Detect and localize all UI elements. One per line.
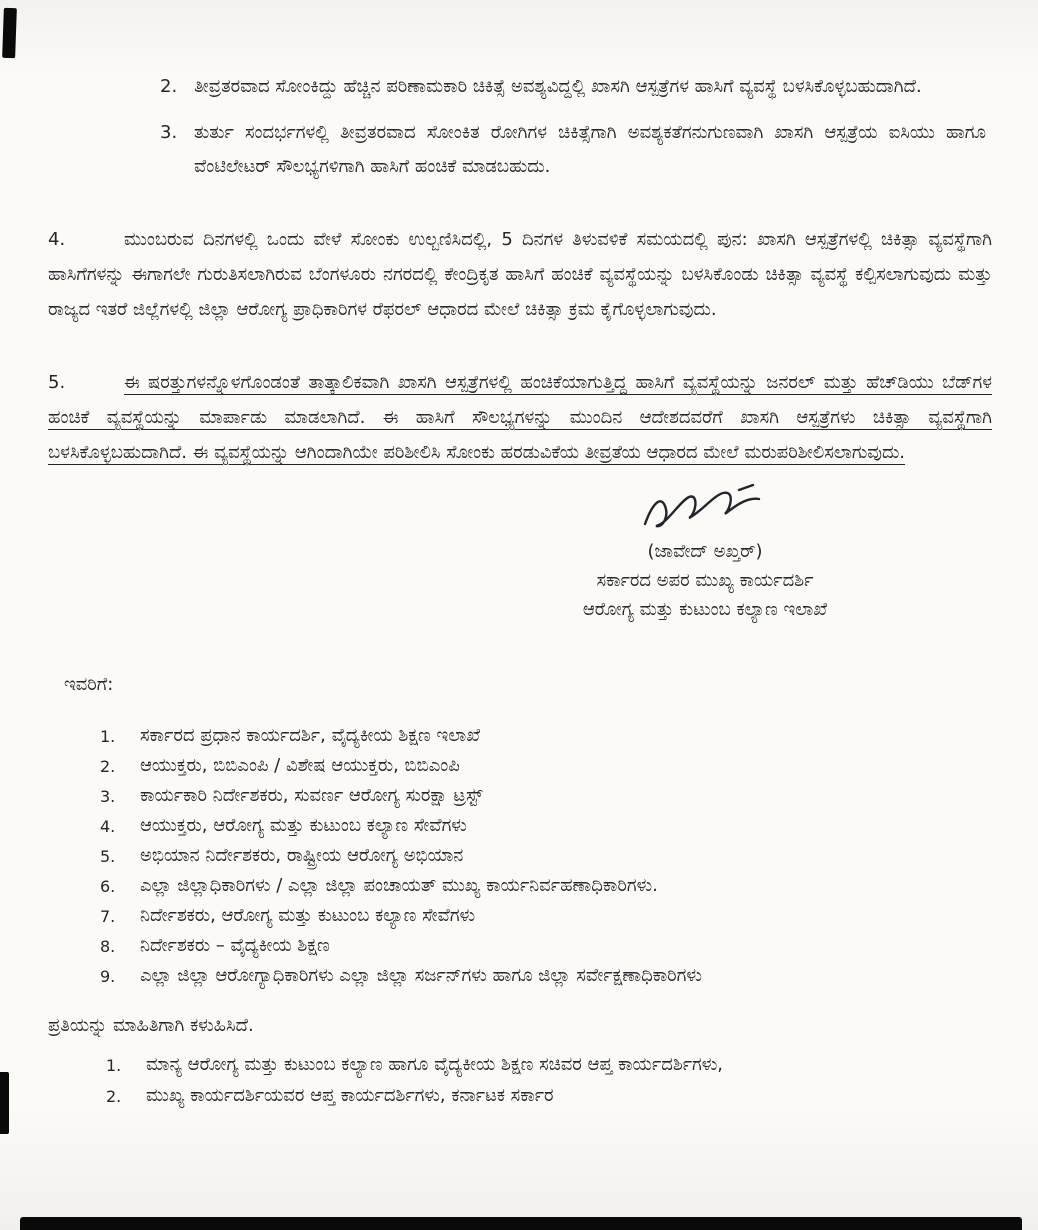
copy-item — [106, 1050, 992, 1081]
signatory-title-2: ಆರೋಗ್ಯ ಮತ್ತು ಕುಟುಂಬ ಕಲ್ಯಾಣ ಇಲಾಖೆ — [582, 599, 828, 620]
list-number: 3. — [160, 122, 178, 143]
copy-item — [106, 1081, 992, 1112]
distribution-text: ಕಾರ್ಯಕಾರಿ ನಿರ್ದೇಶಕರು, ಸುವರ್ಣ ಆರೋಗ್ಯ ಸುರಕ್ಷಾ ಟ್ರಸ್ಟ್ — [140, 785, 483, 806]
distribution-text: ಆಯುಕ್ತರು, ಬಿಬಿಎಂಪಿ / ವಿಶೇಷ ಆಯುಕ್ತರು, ಬಿಬಿಎಂಪಿ — [140, 755, 460, 776]
paragraph-5 — [48, 365, 992, 470]
distribution-text: ಸರ್ಕಾರದ ಪ್ರಧಾನ ಕಾರ್ಯದರ್ಶಿ, ವೈದ್ಯಕೀಯ ಶಿಕ್ಷಣ ಇಲಾಖೆ — [140, 725, 481, 746]
distribution-item — [100, 751, 992, 781]
distribution-item — [100, 721, 992, 751]
list-number: 3. — [100, 787, 116, 806]
signatory-name: (ಜಾವೇದ್ ಅಖ್ತರ್) — [647, 541, 763, 562]
distribution-item — [100, 901, 992, 931]
distribution-text: ನಿರ್ದೇಶಕರು – ವೈದ್ಯಕೀಯ ಶಿಕ್ಷಣ — [140, 935, 330, 956]
distribution-item — [100, 811, 992, 841]
list-number: 2. — [160, 76, 178, 97]
list-number: 8. — [100, 937, 116, 956]
paragraph-text: ಮುಂಬರುವ ದಿನಗಳಲ್ಲಿ ಒಂದು ವೇಳೆ ಸೋಂಕು ಉಲ್ಬಣಿಸಿದಲ್ಲಿ, 5 ದಿನಗಳ ತಿಳುವಳಿಕೆ ಸಮಯದಲ್ಲಿ ಪುನ: ಖಾಸಗಿ ಆಸ್ಪತ್ರೆಗಳಲ್ಲಿ ಚಿಕಿತ್ಸಾ ವ್ಯವಸ್ಥೆಗಾಗಿ ಹಾಸಿಗೆಗಳನ್ನು ಈಗಾಗಲೇ ಗುರುತಿಸಲಾಗಿರುವ ಬೆಂಗಳೂರು ನಗರದಲ್ಲಿ ಕೇಂದ್ರಿಕೃತ ಹಾಸಿಗೆ ಹಂಚಿಕೆ ವ್ಯವಸ್ಥೆಯನ್ನು ಬಳಸಿಕೊಂಡು ಚಿಕಿತ್ಸಾ ವ್ಯವಸ್ಥೆ ಕಲ್ಪಿಸಲಾಗುವುದು ಮತ್ತು ರಾಜ್ಯದ ಇತರೆ ಜಿಲ್ಲೆಗಳಲ್ಲಿ ಜಿಲ್ಲಾ ಆರೋಗ್ಯ ಪ್ರಾಧಿಕಾರಿಗಳ ರೆಫರಲ್ ಆಧಾರದ ಮೇಲೆ ಚಿಕಿತ್ಸಾ ಕ್ರಮ ಕೈಗೊಳ್ಳಲಾಗುವುದು. — [48, 229, 992, 320]
sub-item-2 — [160, 70, 992, 104]
distribution-item — [100, 961, 992, 991]
list-number: 5. — [100, 847, 116, 866]
signature-block — [470, 484, 940, 624]
list-number: 9. — [100, 967, 116, 986]
paragraph-text: ಈ ಷರತ್ತುಗಳನ್ನೊಳಗೊಂಡಂತೆ ತಾತ್ಕಾಲಿಕವಾಗಿ ಖಾಸಗಿ ಆಸ್ಪತ್ರೆಗಳಲ್ಲಿ ಹಂಚಿಕೆಯಾಗುತ್ತಿದ್ದ ಹಾಸಿಗೆ ವ್ಯವಸ್ಥೆಯನ್ನು ಜನರಲ್ ಮತ್ತು ಹೆಚ್‌ಡಿಯು ಬೆಡ್‌ಗಳ ಹಂಚಿಕೆ ವ್ಯವಸ್ಥೆಯನ್ನು ಮಾರ್ಪಾಡು ಮಾಡಲಾಗಿದೆ. ಈ ಹಾಸಿಗೆ ಸೌಲಭ್ಯಗಳನ್ನು ಮುಂದಿನ ಆದೇಶದವರೆಗೆ ಖಾಸಗಿ ಆಸ್ಪತ್ರೆಗಳು ಚಿಕಿತ್ಸಾ ವ್ಯವಸ್ಥೆಗಾಗಿ ಬಳಸಿಕೊಳ್ಳಬಹುದಾಗಿದೆ. ಈ ವ್ಯವಸ್ಥೆಯನ್ನು ಆಗಿಂದಾಗಿಯೇ ಪರಿಶೀಲಿಸಿ ಸೋಂಕು ಹರಡುವಿಕೆಯ ತೀವ್ರತೆಯ ಆಧಾರದ ಮೇಲೆ ಮರುಪರಿಶೀಲಿಸಲಾಗುವುದು. — [48, 372, 992, 463]
distribution-text: ಆಯುಕ್ತರು, ಆರೋಗ್ಯ ಮತ್ತು ಕುಟುಂಬ ಕಲ್ಯಾಣ ಸೇವೆಗಳು — [140, 815, 467, 836]
scan-artifact-top-left — [2, 8, 17, 58]
distribution-text: ನಿರ್ದೇಶಕರು, ಆರೋಗ್ಯ ಮತ್ತು ಕುಟುಂಬ ಕಲ್ಯಾಣ ಸೇವೆಗಳು — [140, 905, 476, 926]
copy-item-text: ಮಾನ್ಯ ಆರೋಗ್ಯ ಮತ್ತು ಕುಟುಂಬ ಕಲ್ಯಾಣ ಹಾಗೂ ವೈದ್ಯಕೀಯ ಶಿಕ್ಷಣ ಸಚಿವರ ಆಪ್ತ ಕಾರ್ಯದರ್ಶಿಗಳು, — [146, 1054, 724, 1075]
sub-item-text: ತೀವ್ರತರವಾದ ಸೋಂಕಿದ್ದು ಹೆಚ್ಚಿನ ಪರಿಣಾಮಕಾರಿ ಚಿಕಿತ್ಸೆ ಅವಶ್ಯವಿದ್ದಲ್ಲಿ ಖಾಸಗಿ ಆಸ್ಪತ್ರೆಗಳ ಹಾಸಿಗೆ ವ್ಯವಸ್ಥೆ ಬಳಸಿಕೊಳ್ಳಬಹುದಾಗಿದೆ. — [194, 76, 922, 97]
distribution-text: ಎಲ್ಲಾ ಜಿಲ್ಲಾ ಆರೋಗ್ಯಾಧಿಕಾರಿಗಳು ಎಲ್ಲಾ ಜಿಲ್ಲಾ ಸರ್ಜನ್‌ಗಳು ಹಾಗೂ ಜಿಲ್ಲಾ ಸರ್ವೇಕ್ಷಣಾಧಿಕಾರಿಗಳು — [140, 965, 702, 986]
paragraph-number: 4. — [48, 229, 66, 250]
signatory-title-1: ಸರ್ಕಾರದ ಅಪರ ಮುಖ್ಯ ಕಾರ್ಯದರ್ಶಿ — [596, 570, 814, 591]
sub-item-text: ತುರ್ತು ಸಂದರ್ಭಗಳಲ್ಲಿ ತೀವ್ರತರವಾದ ಸೋಂಕಿತ ರೋಗಿಗಳ ಚಿಕಿತ್ಸೆಗಾಗಿ ಅವಶ್ಯಕತೆಗನುಗುಣವಾಗಿ ಖಾಸಗಿ ಆಸ್ಪತ್ರೆಯ ಐಸಿಯು ಹಾಗೂ ವೆಂಟಿಲೇಟರ್ ಸೌಲಭ್ಯಗಳಿಗಾಗಿ ಹಾಸಿಗೆ ಹಂಚಿಕೆ ಮಾಡಬಹುದು. — [194, 122, 986, 177]
copy-list — [106, 1050, 992, 1112]
distribution-text: ಅಭಿಯಾನ ನಿರ್ದೇಶಕರು, ರಾಷ್ಟ್ರೀಯ ಆರೋಗ್ಯ ಅಭಿಯಾನ — [140, 845, 464, 866]
paragraph-4 — [48, 222, 992, 327]
sub-item-3 — [160, 116, 992, 184]
list-number: 1. — [106, 1056, 122, 1075]
copy-item-text: ಮುಖ್ಯ ಕಾರ್ಯದರ್ಶಿಯವರ ಆಪ್ತ ಕಾರ್ಯದರ್ಶಿಗಳು, ಕರ್ನಾಟಕ ಸರ್ಕಾರ — [146, 1085, 554, 1106]
paragraph-number: 5. — [48, 372, 66, 393]
list-number: 4. — [100, 817, 116, 836]
list-number: 2. — [100, 757, 116, 776]
distribution-text: ಎಲ್ಲಾ ಜಿಲ್ಲಾಧಿಕಾರಿಗಳು / ಎಲ್ಲಾ ಜಿಲ್ಲಾ ಪಂಚಾಯತ್ ಮುಖ್ಯ ಕಾರ್ಯನಿರ್ವಹಣಾಧಿಕಾರಿಗಳು. — [140, 875, 658, 896]
list-number: 7. — [100, 907, 116, 926]
distribution-item — [100, 871, 992, 901]
signature-scribble — [470, 484, 940, 538]
distribution-item — [100, 931, 992, 961]
distribution-list — [100, 721, 992, 991]
scan-artifact-bottom-bar — [20, 1217, 1022, 1230]
distribution-item — [100, 781, 992, 811]
list-number: 6. — [100, 877, 116, 896]
distribution-item — [100, 841, 992, 871]
list-number: 1. — [100, 727, 116, 746]
to-label: ಇವರಿಗೆ: — [64, 674, 114, 695]
copy-note: ಪ್ರತಿಯನ್ನು ಮಾಹಿತಿಗಾಗಿ ಕಳುಹಿಸಿದೆ. — [48, 1015, 254, 1036]
scan-artifact-bottom-left — [0, 1072, 9, 1134]
list-number: 2. — [106, 1087, 122, 1106]
